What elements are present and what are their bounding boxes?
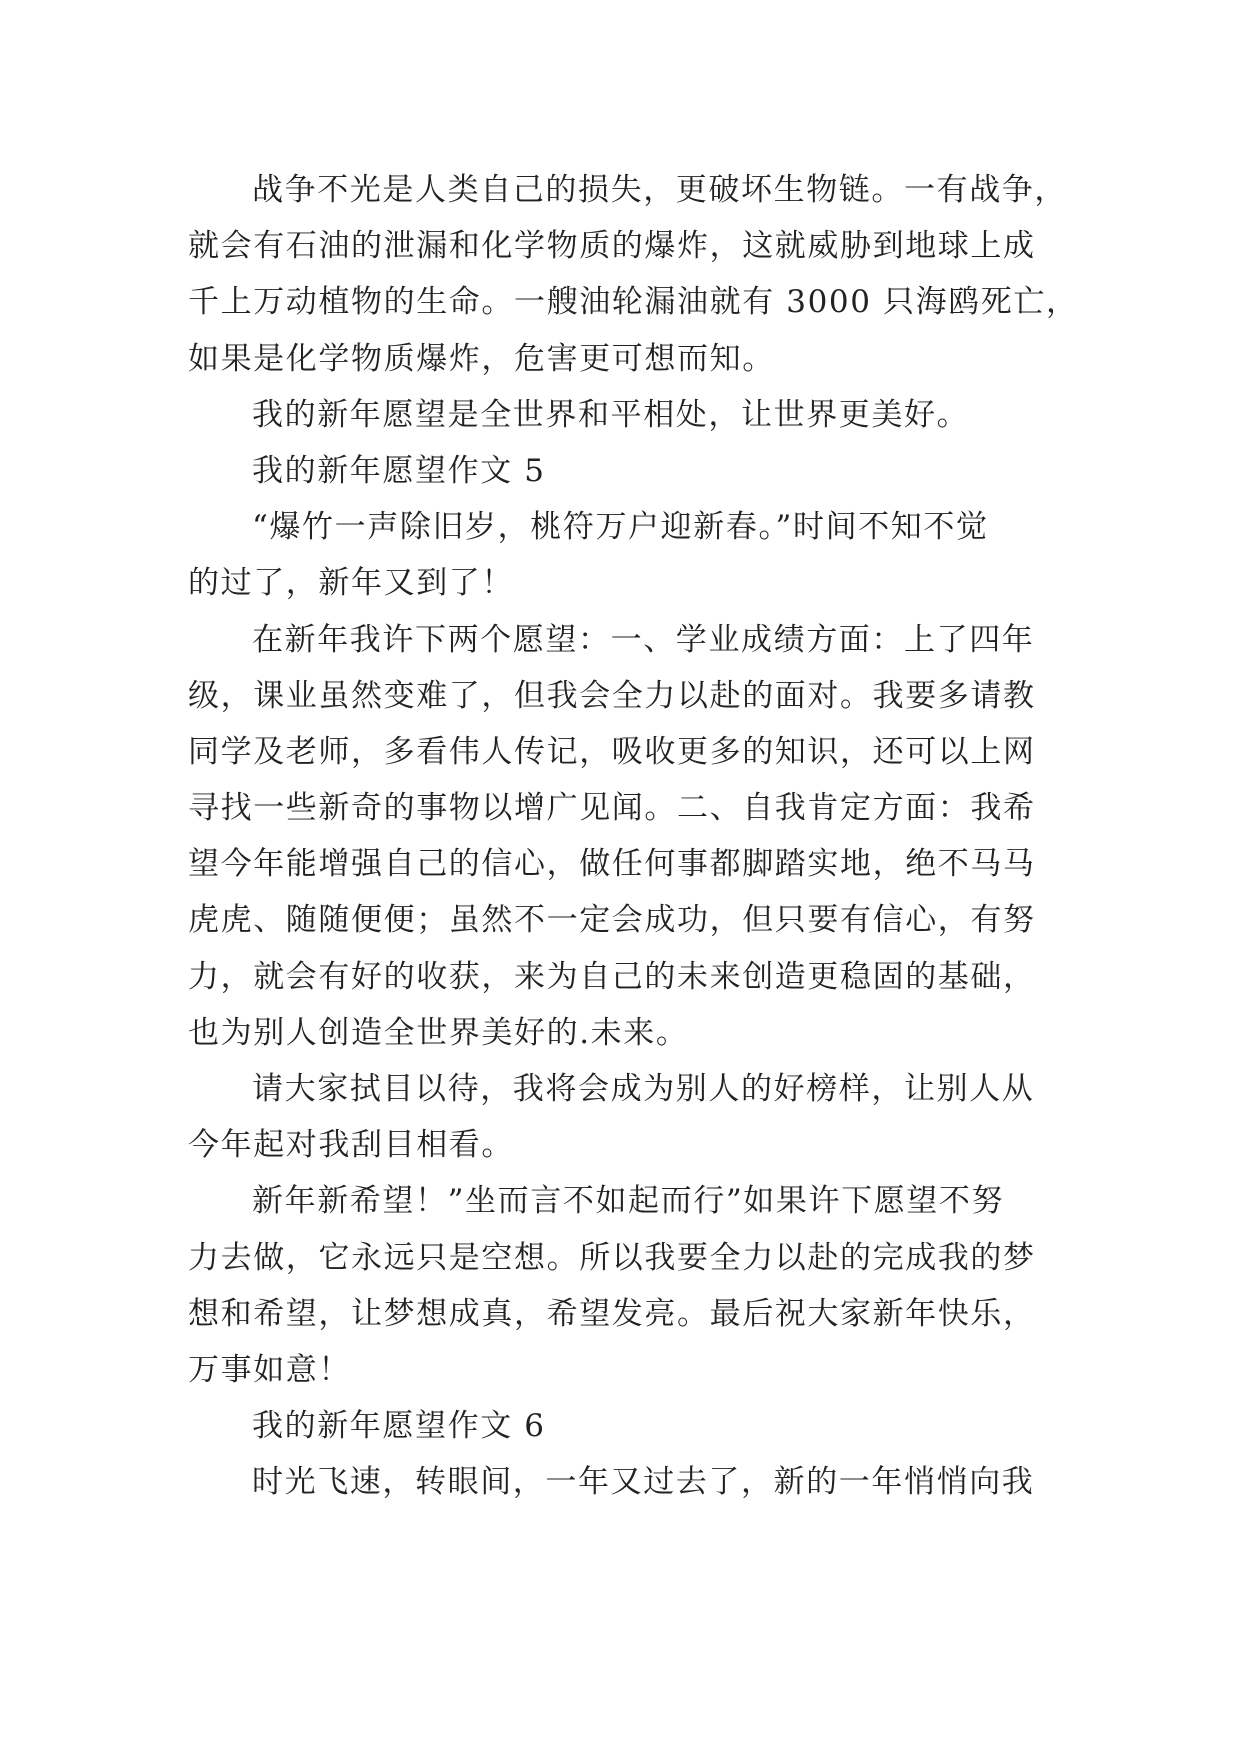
paragraph-line: 如果是化学物质爆炸，危害更可想而知。 (188, 340, 775, 377)
section-heading: 我的新年愿望作文 5 (252, 452, 546, 489)
section-heading: 我的新年愿望作文 6 (252, 1408, 546, 1445)
paragraph-line: 望今年能增强自己的信心，做任何事都脚踏实地，绝不马马 (188, 846, 1036, 883)
paragraph-line: 我的新年愿望是全世界和平相处，让世界更美好。 (252, 396, 970, 433)
paragraph-line: 的过了，新年又到了！ (188, 565, 514, 602)
paragraph-line: 在新年我许下两个愿望：一、学业成绩方面：上了四年 (252, 621, 1035, 658)
paragraph-line: 级，课业虽然变难了，但我会全力以赴的面对。我要多请教 (188, 677, 1036, 714)
paragraph-line: 力去做，它永远只是空想。所以我要全力以赴的完成我的梦 (188, 1239, 1036, 1276)
paragraph-line: 请大家拭目以待，我将会成为别人的好榜样，让别人从 (252, 1071, 1035, 1107)
paragraph-line: “爆竹一声除旧岁，桃符万户迎新春。”时间不知不觉 (252, 509, 989, 546)
paragraph-line: 战争不光是人类自己的损失，更破坏生物链。一有战争， (252, 172, 1067, 208)
paragraph-line: 也为别人创造全世界美好的.未来。 (188, 1014, 689, 1051)
paragraph-line: 新年新希望！”坐而言不如起而行”如果许下愿望不努 (252, 1183, 1005, 1220)
paragraph-line: 虎虎、随随便便；虽然不一定会成功，但只要有信心，有努 (188, 902, 1036, 939)
paragraph-line: 就会有石油的泄漏和化学物质的爆炸，这就威胁到地球上成 (188, 228, 1036, 265)
paragraph-line: 寻找一些新奇的事物以增广见闻。二、自我肯定方面：我希 (188, 790, 1036, 827)
paragraph-line: 力，就会有好的收获，来为自己的未来创造更稳固的基础， (188, 958, 1036, 995)
paragraph-line: 想和希望，让梦想成真，希望发亮。最后祝大家新年快乐， (188, 1295, 1036, 1332)
paragraph-line: 今年起对我刮目相看。 (188, 1127, 514, 1164)
paragraph-line: 同学及老师，多看伟人传记，吸收更多的知识，还可以上网 (188, 733, 1036, 770)
document-body (188, 162, 1079, 1511)
paragraph-line: 时光飞速，转眼间，一年又过去了，新的一年悄悄向我 (252, 1464, 1035, 1501)
paragraph-line: 千上万动植物的生命。一艘油轮漏油就有 3000 只海鸥死亡， (188, 284, 1079, 321)
paragraph-line: 万事如意！ (188, 1351, 351, 1388)
